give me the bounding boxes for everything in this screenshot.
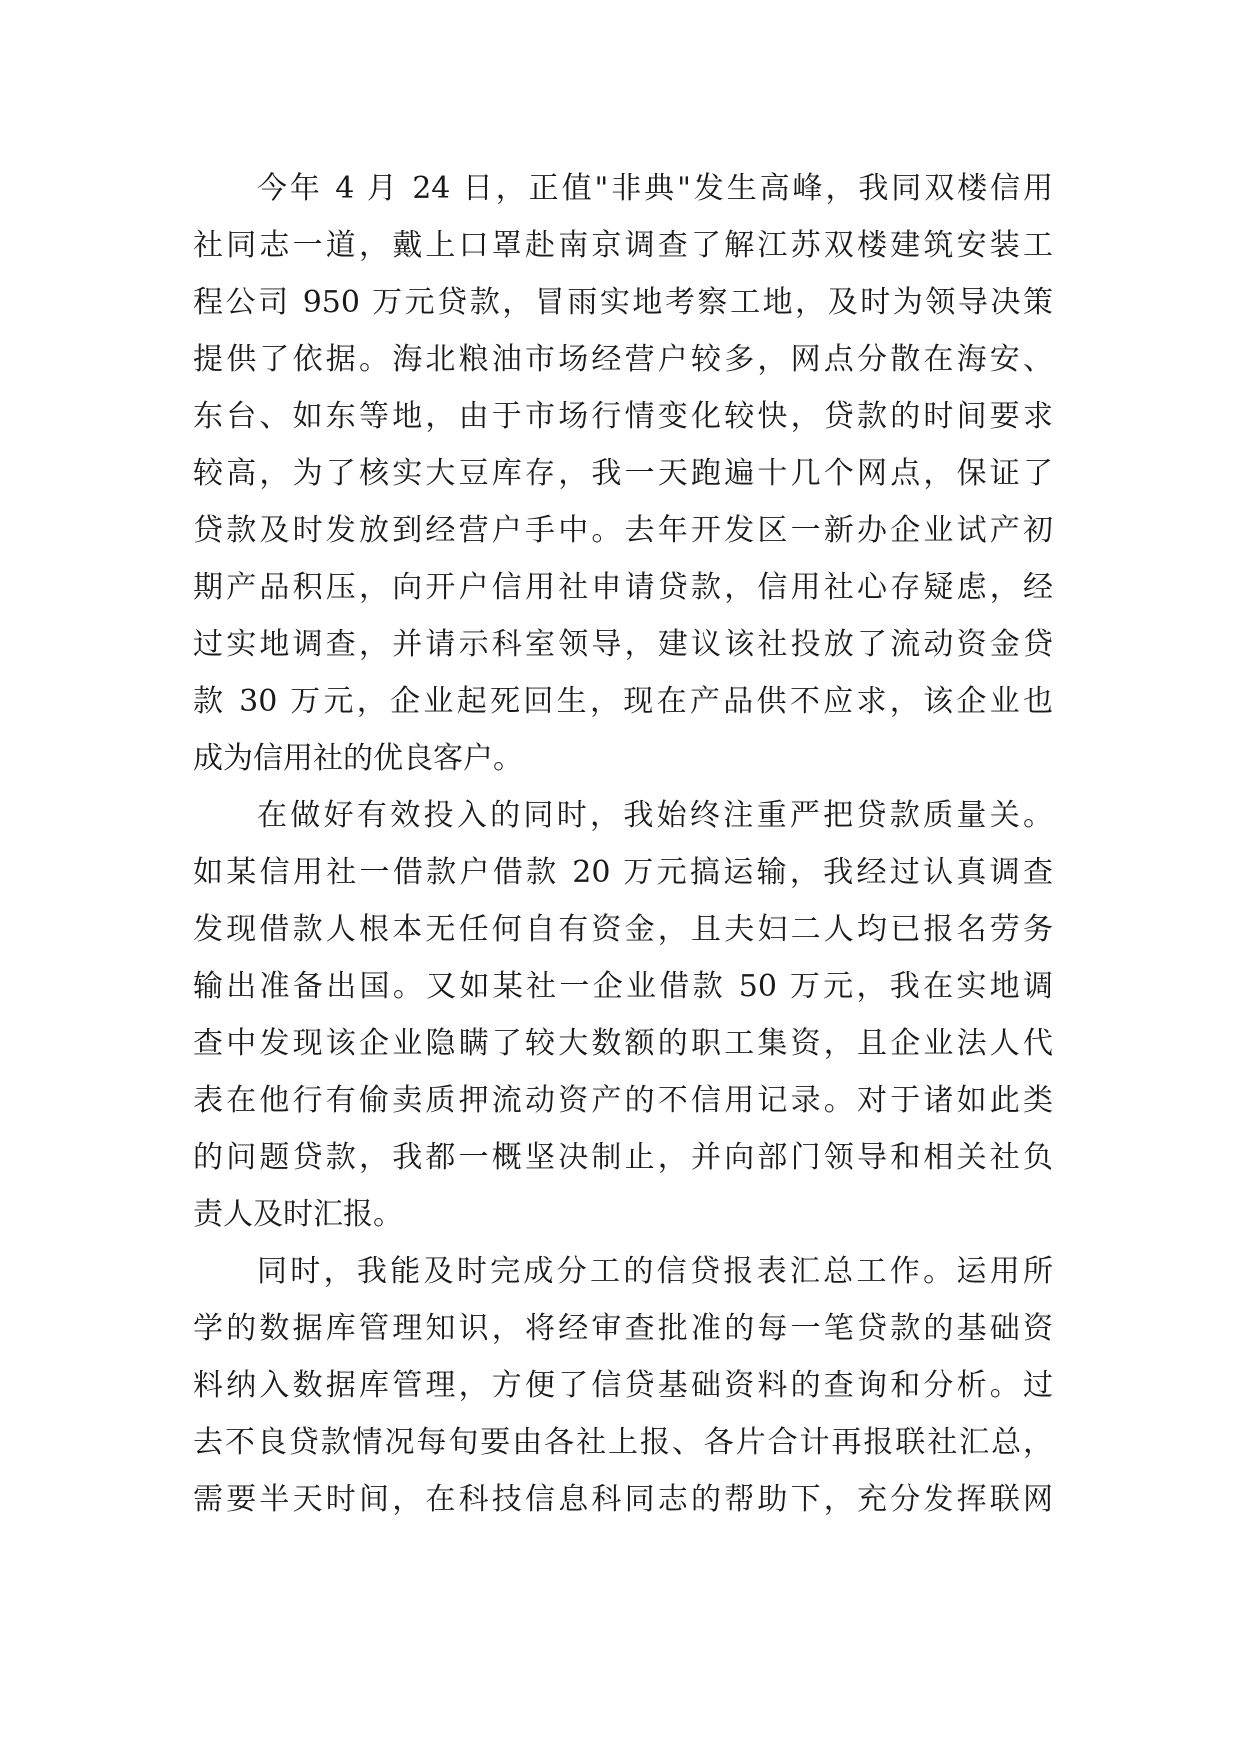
text-line: 款 30 万元，企业起死回生，现在产品供不应求，该企业也: [193, 684, 1053, 719]
text-line: 今年 4 月 24 日，正值"非典"发生高峰，我同双楼信用: [257, 171, 1053, 206]
text-line: 需要半天时间，在科技信息科同志的帮助下，充分发挥联网: [193, 1482, 1053, 1517]
text-line: 社同志一道，戴上口罩赴南京调查了解江苏双楼建筑安装工: [193, 228, 1053, 263]
text-line: 贷款及时发放到经营户手中。去年开发区一新办企业试产初: [193, 513, 1053, 548]
text-line: 去不良贷款情况每旬要由各社上报、各片合计再报联社汇总，: [193, 1425, 1053, 1460]
text-line: 程公司 950 万元贷款，冒雨实地考察工地，及时为领导决策: [193, 285, 1053, 320]
text-line: 的问题贷款，我都一概坚决制止，并向部门领导和相关社负: [193, 1140, 1053, 1175]
text-line: 表在他行有偷卖质押流动资产的不信用记录。对于诸如此类: [193, 1083, 1053, 1118]
text-line: 过实地调查，并请示科室领导，建议该社投放了流动资金贷: [193, 627, 1053, 662]
text-line: 如某信用社一借款户借款 20 万元搞运输，我经过认真调查: [193, 855, 1053, 890]
text-line: 较高，为了核实大豆库存，我一天跑遍十几个网点，保证了: [193, 456, 1053, 491]
text-line: 在做好有效投入的同时，我始终注重严把贷款质量关。: [257, 798, 1053, 833]
text-line: 提供了依据。海北粮油市场经营户较多，网点分散在海安、: [193, 342, 1053, 377]
text-line: 成为信用社的优良客户。: [193, 741, 523, 776]
text-line: 责人及时汇报。: [193, 1197, 403, 1232]
paragraph: [193, 160, 1053, 787]
text-line: 查中发现该企业隐瞒了较大数额的职工集资，且企业法人代: [193, 1026, 1053, 1061]
text-line: 料纳入数据库管理，方便了信贷基础资料的查询和分析。过: [193, 1368, 1053, 1403]
text-line: 发现借款人根本无任何自有资金，且夫妇二人均已报名劳务: [193, 912, 1053, 947]
paragraph: [193, 787, 1053, 1243]
body-text: [193, 160, 1053, 1528]
text-line: 东台、如东等地，由于市场行情变化较快，贷款的时间要求: [193, 399, 1053, 434]
text-line: 同时，我能及时完成分工的信贷报表汇总工作。运用所: [257, 1254, 1053, 1289]
text-line: 输出准备出国。又如某社一企业借款 50 万元，我在实地调: [193, 969, 1053, 1004]
paragraph: [193, 1243, 1053, 1528]
text-line: 学的数据库管理知识，将经审查批准的每一笔贷款的基础资: [193, 1311, 1053, 1346]
text-line: 期产品积压，向开户信用社申请贷款，信用社心存疑虑，经: [193, 570, 1053, 605]
